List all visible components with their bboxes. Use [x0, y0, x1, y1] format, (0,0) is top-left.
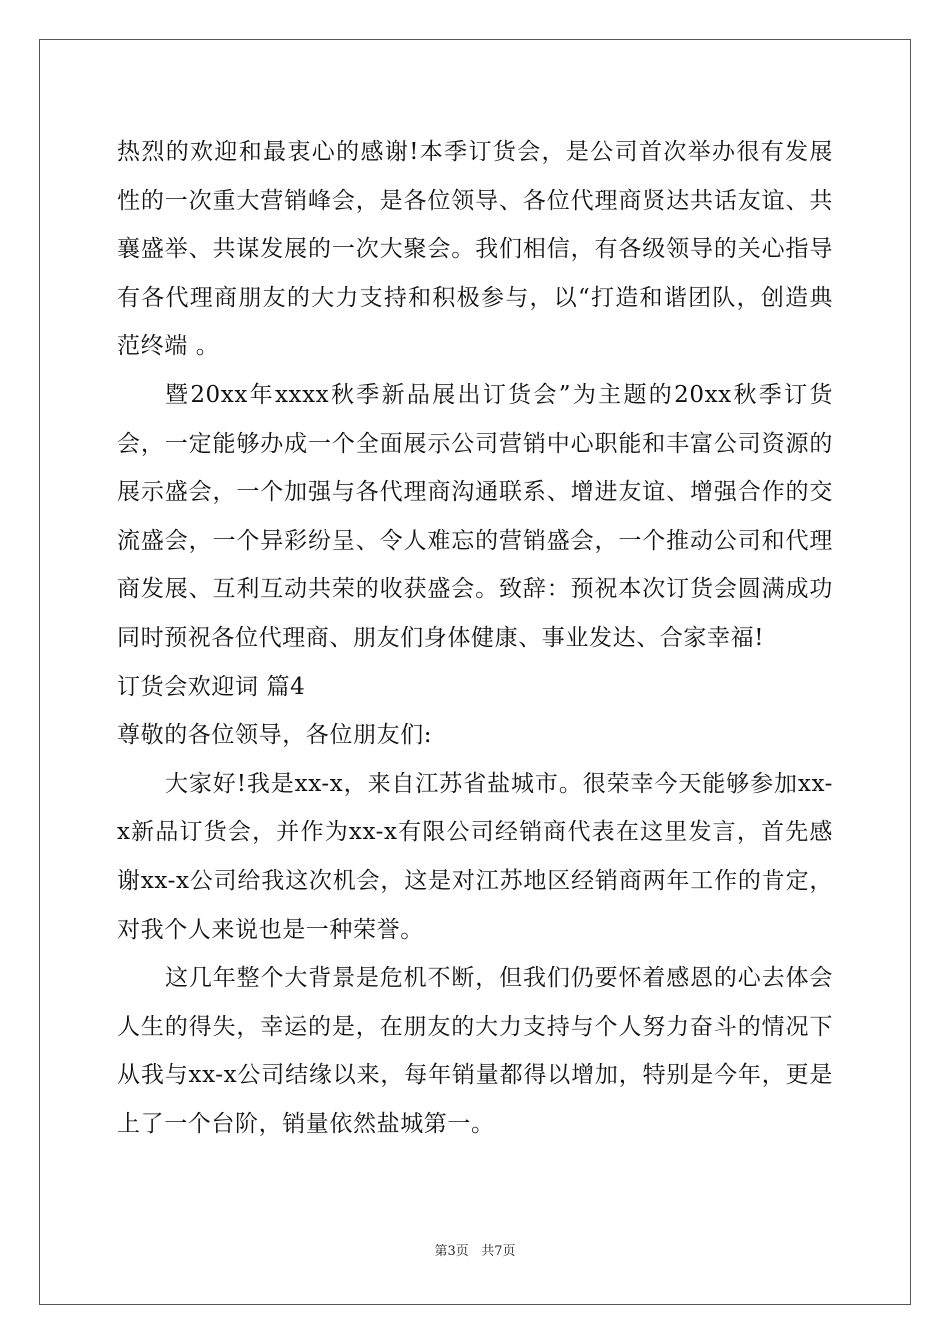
total-pages: 共7页 — [481, 1244, 516, 1259]
document-body — [117, 128, 833, 1148]
paragraph-background: 这几年整个大背景是危机不断，但我们仍要怀着感恩的心去体会人生的得失，幸运的是，在朋友的大力支持与个人努力奋斗的情况下从我与xx-x公司结缘以来，每年销量都得以增加，特别是今年，更是上了一个台阶，销量依然盐城第一。 — [117, 965, 833, 1137]
current-page: 第3页 — [434, 1244, 469, 1259]
paragraph-introduction: 大家好!我是xx-x，来自江苏省盐城市。很荣幸今天能够参加xx-x新品订货会，并作为xx-x有限公司经销商代表在这里发言，首先感谢xx-x公司给我这次机会，这是对江苏地区经销商两年工作的肯定，对我个人来说也是一种荣誉。 — [117, 770, 833, 943]
section-title: 订货会欢迎词 篇4 — [117, 673, 306, 700]
paragraph-theme: 暨20xx年xxxx秋季新品展出订货会”为主题的20xx秋季订货会，一定能够办成一个全面展示公司营销中心职能和丰富公司资源的展示盛会，一个加强与各代理商沟通联系、增进友谊、增强合作的交流盛会，一个异彩纷呈、令人难忘的营销盛会，一个推动公司和代理商发展、互利互动共荣的收获盛会。致辞：预祝本次订货会圆满成功同时预祝各位代理商、朋友们身体健康、事业发达、合家幸福! — [117, 381, 833, 651]
paragraph-welcome-continued: 热烈的欢迎和最衷心的感谢!本季订货会，是公司首次举办很有发展性的一次重大营销峰会，是各位领导、各位代理商贤达共话友谊、共襄盛举、共谋发展的一次大聚会。我们相信，有各级领导的关心指导有各代理商朋友的大力支持和积极参与，以“打造和谐团队，创造典范终端 。 — [117, 139, 833, 360]
salutation: 尊敬的各位领导，各位朋友们: — [117, 722, 433, 749]
page-footer — [0, 1240, 950, 1259]
